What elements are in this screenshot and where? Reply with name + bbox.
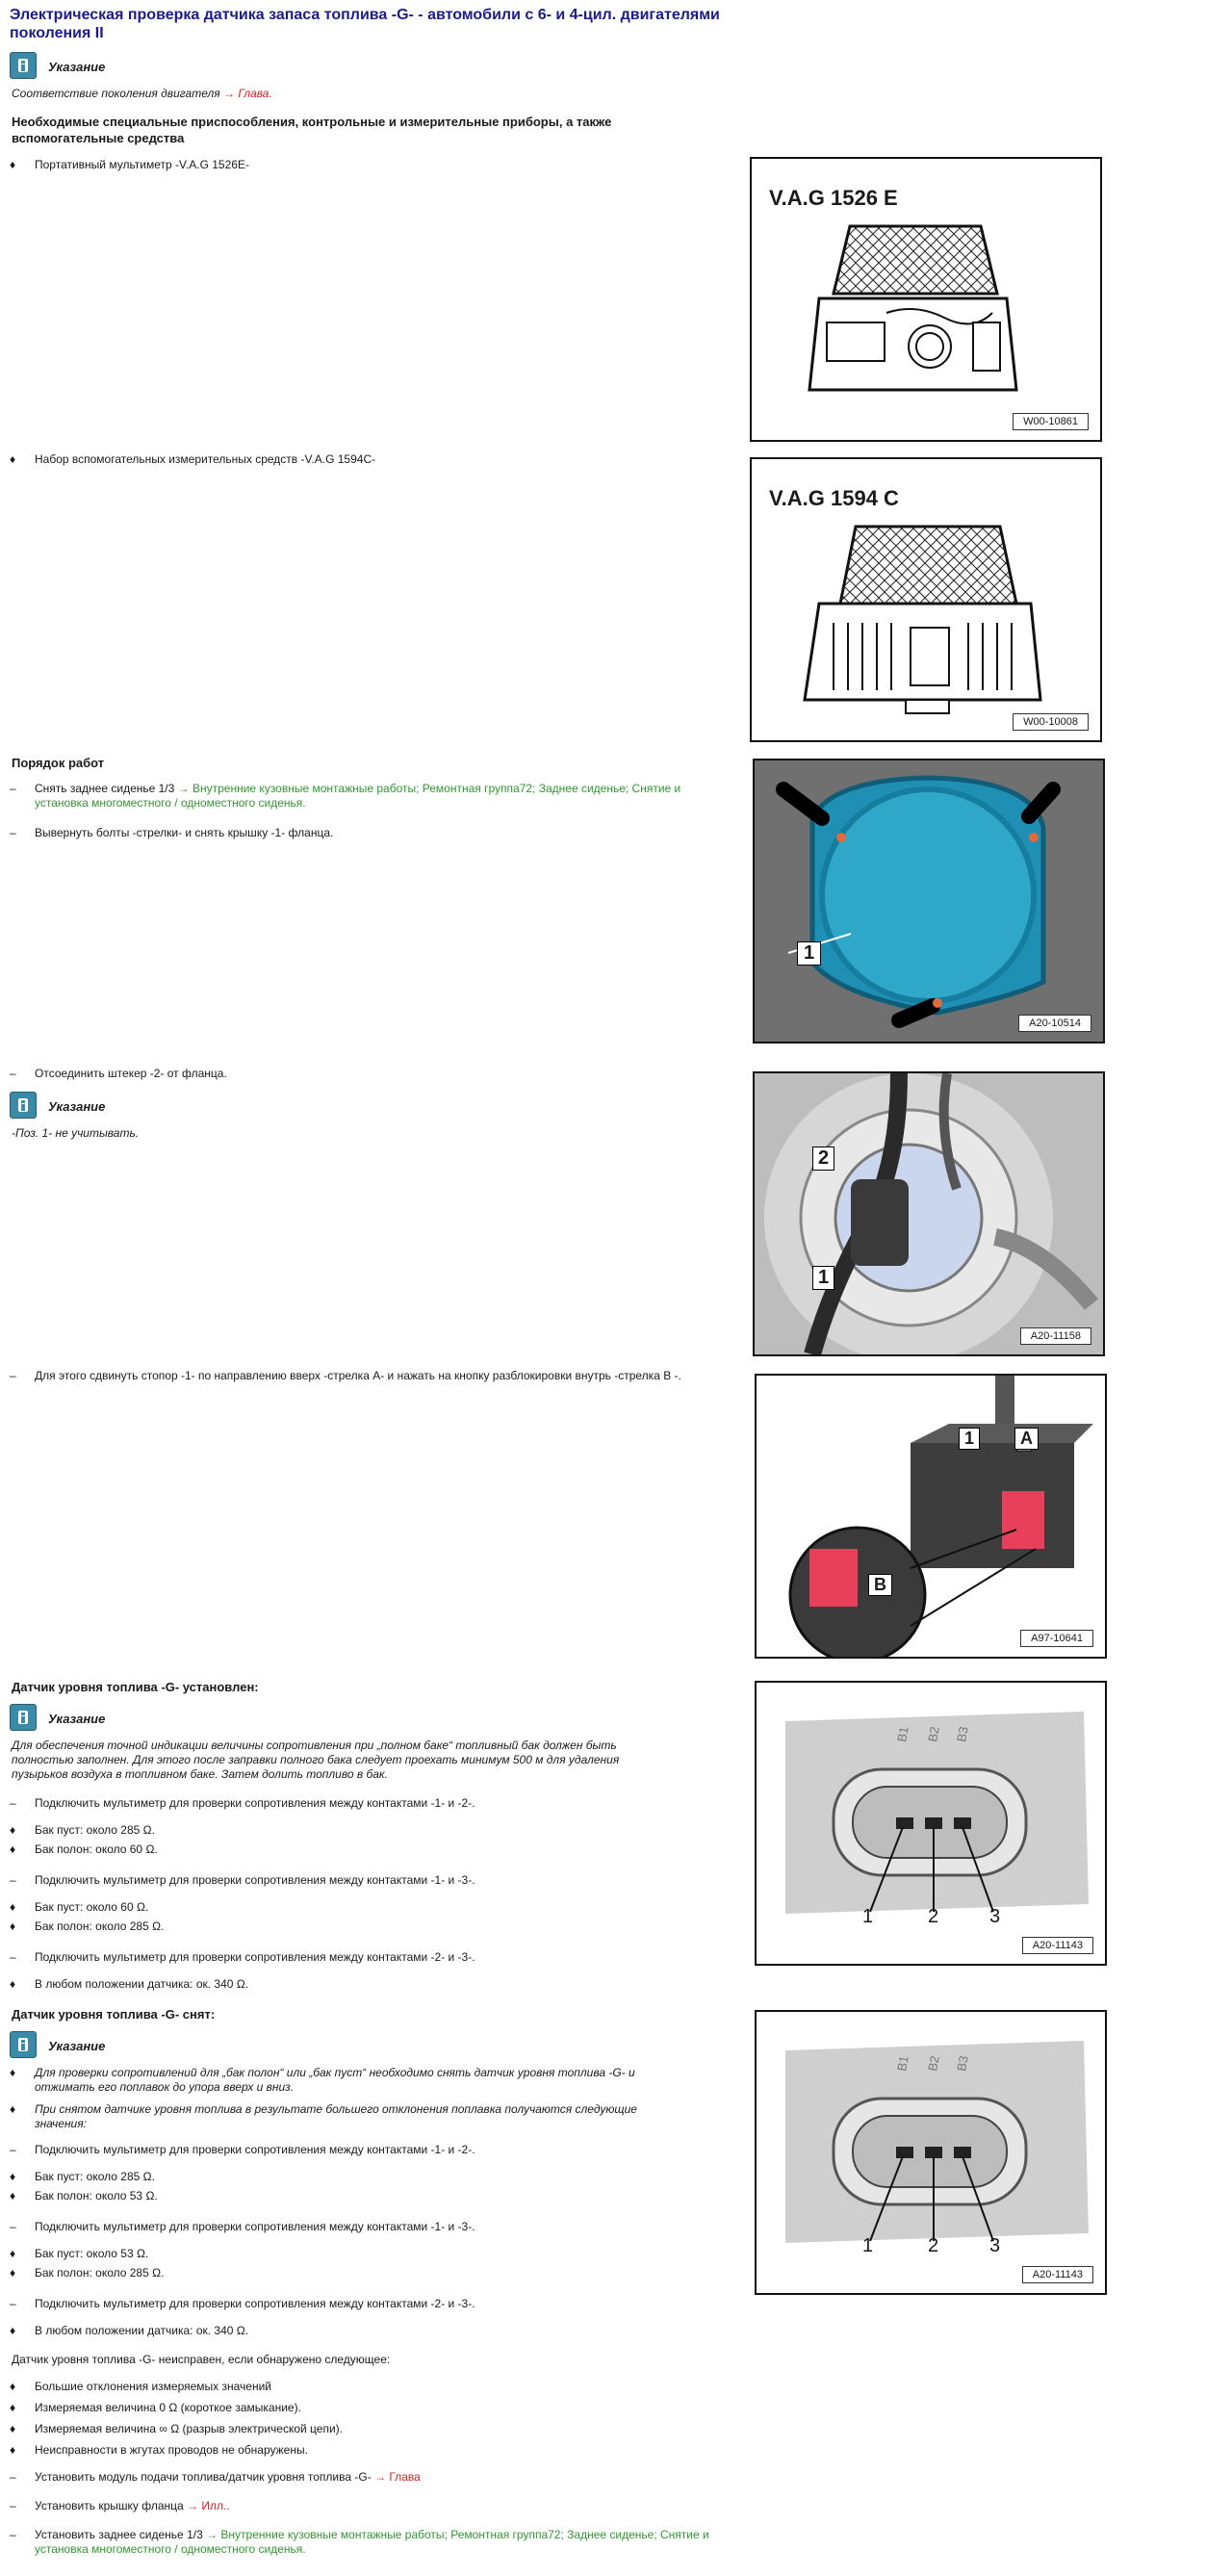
dash: – [10,782,16,795]
note-block [10,52,587,81]
step-text: Подключить мультиметр для проверки сопротивления между контактами -2- и -3-. [35,2297,475,2310]
bullet: ♦ [10,2102,16,2116]
dash: – [10,2470,16,2484]
figure-auxiliary-set-case [750,457,1102,742]
contact-mark: B3 [954,2054,971,2073]
note-block [10,2031,587,2060]
connector-illustration [755,1073,1103,1354]
note-text: При снятом датчике уровня топлива в результате большего отклонения поплавка получаются следующие значения: [35,2102,637,2130]
contact-mark: B2 [925,1725,942,1743]
dash: – [10,2528,16,2541]
info-icon [10,2031,37,2058]
figure-code: W00-10861 [1013,413,1089,430]
note-label: Указание [48,2039,106,2053]
bullet: ♦ [10,2401,16,2414]
figure-sensor-contacts-removed [755,2010,1107,2295]
contact-mark: B1 [894,1725,911,1743]
bullet: ♦ [10,2066,16,2079]
dash: – [10,1067,16,1080]
note-label: Указание [48,1712,106,1726]
pin-number: 2 [928,2235,939,2256]
value-text: В любом положении датчика: ок. 340 Ω. [35,2324,249,2337]
callout-letter: B [868,1574,892,1596]
figure-label: V.A.G 1526 E [769,186,898,210]
bullet: ♦ [10,1919,16,1933]
value-text: Бак полон: около 53 Ω. [35,2189,158,2202]
figure-connector [753,1071,1105,1356]
dash: – [10,1369,16,1382]
bullet: ♦ [10,2324,16,2337]
dash: – [10,1950,16,1964]
contact-mark: B1 [894,2054,911,2073]
step-text: Установить заднее сиденье 1/3 [35,2528,203,2541]
value-text: Бак пуст: около 60 Ω. [35,1900,149,1914]
step-text: Для этого сдвинуть стопор -1- по направлению вверх -стрелка А- и нажать на кнопку разблокировки внутрь -стрелка В -. [35,1369,681,1382]
procedure-heading: Порядок работ [12,756,105,770]
note-label: Указание [48,1099,106,1114]
step-text: Подключить мультиметр для проверки сопротивления между контактами -1- и -2-. [35,2143,475,2156]
note-block [10,1704,587,1733]
figure-sensor-contacts [755,1681,1107,1966]
figure-multimeter-case [750,157,1102,442]
figure-code: A97-10641 [1020,1630,1093,1647]
pin-number: 3 [989,1906,1001,1927]
value-text: Бак полон: около 285 Ω. [35,2266,165,2280]
dash: – [10,2297,16,2310]
bullet: ♦ [10,1900,16,1914]
step-text: Снять заднее сиденье 1/3 [35,782,175,795]
rear-seat-link[interactable]: → Внутренние кузовные монтажные работы; Ремонтная группа72; Заднее сиденье; Снятие и установка многоместного / одноместного сиденья. [35,2528,709,2556]
info-icon [10,52,37,79]
bullet: ♦ [10,2266,16,2280]
bullet: ♦ [10,158,16,171]
pin-number: 1 [862,2235,874,2256]
note-label: Указание [48,60,106,74]
figure-code: A20-11143 [1022,1937,1093,1954]
step-text: Подключить мультиметр для проверки сопротивления между контактами -1- и -2-. [35,1796,475,1810]
bullet: ♦ [10,2247,16,2260]
value-text: Бак полон: около 285 Ω. [35,1919,165,1933]
value-text: В любом положении датчика: ок. 340 Ω. [35,1977,249,1991]
dash: – [10,826,16,839]
info-icon [10,1092,37,1119]
step-text: Подключить мультиметр для проверки сопротивления между контактами -1- и -3-. [35,2220,475,2233]
bullet: ♦ [10,2422,16,2435]
note-text-main: Соответствие поколения двигателя [12,87,220,100]
lock-release-illustration [757,1376,1105,1657]
figure-code: A20-11158 [1020,1327,1091,1345]
fault-text: Измеряемая величина 0 Ω (короткое замыкание). [35,2401,301,2414]
pin-number: 3 [989,2235,1001,2256]
bullet: ♦ [10,452,16,466]
bullet: ♦ [10,1823,16,1837]
fault-text: Неисправности в жгутах проводов не обнаружены. [35,2443,308,2457]
figure-code: W00-10008 [1013,713,1089,731]
step-text: Отсоединить штекер -2- от фланца. [35,1067,227,1080]
figure-code: A20-10514 [1018,1015,1091,1032]
contact-mark: B2 [925,2054,942,2073]
tools-heading: Необходимые специальные приспособления, контрольные и измерительные приборы, а также вспомогательные средства [12,115,612,145]
step-text: Установить крышку фланца [35,2499,184,2512]
bullet: ♦ [10,1842,16,1856]
step-text: Установить модуль подачи топлива/датчик уровня топлива -G- [35,2470,372,2484]
dash: – [10,1873,16,1887]
note-text: Для обеспечения точной индикации величины сопротивления при „полном баке“ топливный бак должен быть полностью заполнен. Для этого после заправки полного бака следует проехать минимум 500 м для удаления пузырьков воздуха в топливном баке. Затем долить топливо в бак. [12,1739,620,1781]
chapter-link[interactable]: → Глава. [223,87,272,100]
dash: – [10,2143,16,2156]
rear-seat-link[interactable]: → Внутренние кузовные монтажные работы; Ремонтная группа72; Заднее сиденье; Снятие и установка многоместного / одноместного сиденья. [35,782,681,810]
dash: – [10,2499,16,2512]
page-title: Электрическая проверка датчика запаса топлива -G- - автомобили с 6- и 4-цил. двигателями поколения II [10,7,720,41]
illustration-link[interactable]: → Илл.. [187,2499,230,2512]
info-icon [10,1704,37,1731]
value-text: Бак пуст: около 285 Ω. [35,1823,155,1837]
dash: – [10,2220,16,2233]
installed-heading: Датчик уровня топлива -G- установлен: [12,1680,259,1694]
step-text: Подключить мультиметр для проверки сопротивления между контактами -2- и -3-. [35,1950,475,1964]
fault-text: Большие отклонения измеряемых значений [35,2380,271,2393]
pin-number: 1 [862,1906,874,1927]
callout-number: 1 [959,1428,980,1450]
value-text: Бак пуст: около 285 Ω. [35,2170,155,2183]
bullet: ♦ [10,2189,16,2202]
value-text: Бак пуст: около 53 Ω. [35,2247,149,2260]
pin-number: 2 [928,1906,939,1927]
figure-flange-cover [753,759,1105,1043]
note-text: Для проверки сопротивлений для „бак полон“ или „бак пуст“ необходимо снять датчик уровня топлива -G- и отжимать его поплавок до упора вверх и вниз. [35,2066,635,2094]
fault-text: Измеряемая величина ∞ Ω (разрыв электрической цепи). [35,2422,343,2435]
chapter-link[interactable]: → Глава [374,2470,421,2484]
value-text: Бак полон: около 60 Ω. [35,1842,158,1856]
removed-heading: Датчик уровня топлива -G- снят: [12,2007,216,2022]
figure-lock-release [755,1374,1107,1659]
callout-letter: A [1014,1428,1039,1450]
note-block [10,1092,587,1121]
step-text: Подключить мультиметр для проверки сопротивления между контактами -1- и -3-. [35,1873,475,1887]
note-text: -Поз. 1- не учитывать. [12,1126,140,1140]
callout-number: 2 [812,1146,834,1171]
bullet: ♦ [10,2443,16,2457]
faulty-intro: Датчик уровня топлива -G- неисправен, если обнаружено следующее: [12,2353,391,2366]
dash: – [10,1796,16,1810]
contact-mark: B3 [954,1725,971,1743]
tool-text: Набор вспомогательных измерительных средств -V.A.G 1594C- [35,452,376,466]
note-text [12,87,685,101]
step-text: Вывернуть болты -стрелки- и снять крышку -1- фланца. [35,826,334,839]
bullet: ♦ [10,2170,16,2183]
callout-number: 1 [797,941,821,966]
callout-number: 1 [812,1266,834,1290]
flange-cover-illustration [755,760,1103,1042]
bullet: ♦ [10,1977,16,1991]
figure-code: A20-11143 [1022,2266,1093,2283]
bullet: ♦ [10,2380,16,2393]
tool-text: Портативный мультиметр -V.A.G 1526E- [35,158,249,171]
figure-label: V.A.G 1594 C [769,486,899,510]
